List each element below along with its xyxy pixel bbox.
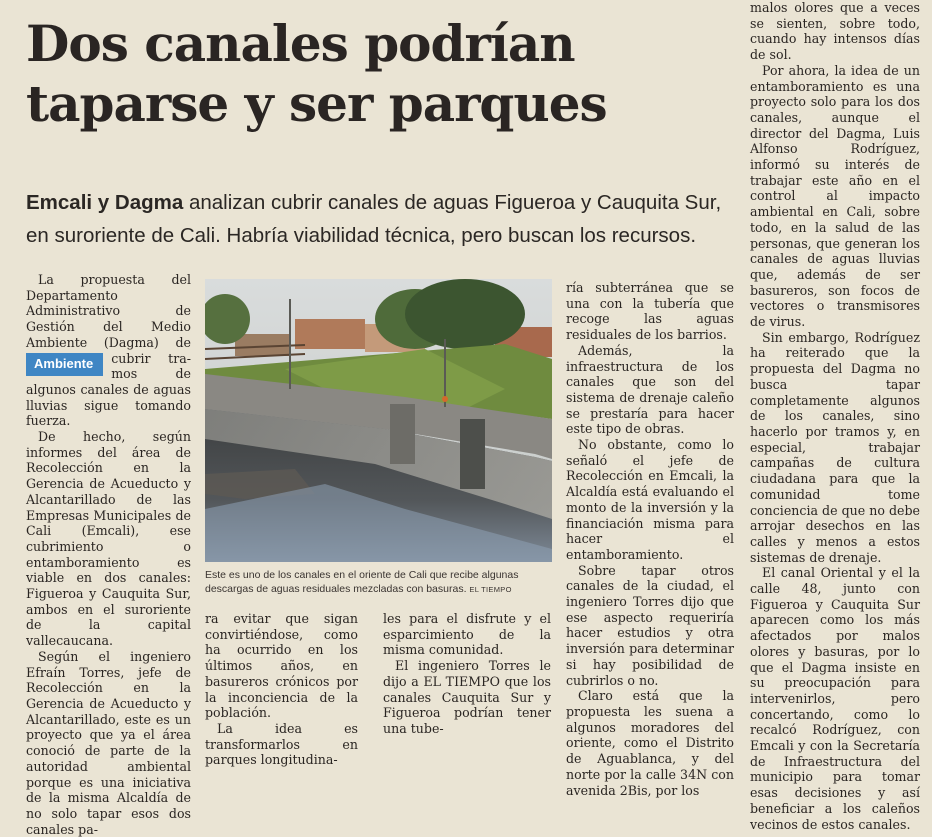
paragraph: Por ahora, la idea de un entamboramiento es una proyecto solo para los dos canales, aunque el director del Dagma, Luis Alfonso Rodríguez, informó su interés de trabajar este año en el control al impacto ambiental en Cali, sobre todo, en la salud de las personas, que generan los canales de aguas lluvias que, además de ser basureros, son focos de vectores o transmisores de virus. — [750, 62, 920, 330]
paragraph: De hecho, según informes del área de Recolección en la Gerencia de Acueducto y Alcantarillado de las Empresas Municipales de Cali (Emcali), ese cubrimiento o entamboramiento es viable en dos canales: Figueroa y Cauquita Sur, ambos en el suroriente de la capital vallecaucana. — [26, 429, 191, 649]
paragraph: La idea es transformarlos en parques longitudina- — [205, 720, 358, 768]
headline-line-1: Dos canales podrían — [26, 14, 575, 73]
paragraph: ría subterránea que se una con la tubería que recoge las aguas residuales de los barrios. — [566, 280, 734, 343]
photo-caption — [205, 568, 553, 597]
canal-photo — [205, 279, 552, 562]
paragraph: malos olores que a veces se sienten, sobre todo, cuando hay intensos días de sol. — [750, 0, 920, 63]
paragraph: Claro está que la propuesta les suena a algunos moradores del oriente, como el Distrito de Aguablanca, y del norte por la calle 34N con avenida 2Bis, por los — [566, 688, 734, 798]
article-column-4 — [566, 280, 734, 798]
deck-line-1-rest: analizan cubrir canales de aguas Figueroa y Cauquita Sur, — [183, 191, 722, 214]
paragraph: Según el ingeniero Efraín Torres, jefe de Recolección en la Gerencia de Acueducto y Alcantarillado, este es un proyecto que ya el área conoció de parte de la autoridad ambiental porque es una iniciativa de la misma Alcaldía de no solo tapar esos dos canales pa- — [26, 648, 191, 837]
article-column-2 — [205, 611, 358, 768]
paragraph: ra evitar que sigan convirtiéndose, como ha ocurrido en los últimos años, en basureros crónicos por la inconciencia de la población. — [205, 611, 358, 721]
paragraph-text: La propuesta del Departamento Administrativo de Gestión del Medio Ambiente (Dagma) de cubrir tra- — [26, 272, 191, 366]
paragraph-text: mos de algunos canales de aguas lluvias sigue tomando fuerza. — [26, 366, 191, 429]
paragraph: les para el disfrute y el esparcimiento de la misma comunidad. — [383, 611, 551, 658]
deck-line-1 — [26, 186, 736, 219]
caption-text: Este es uno de los canales en el oriente de Cali que recibe algunas descargas de aguas residuales mezcladas con basuras. — [205, 569, 519, 595]
article-column-1 — [26, 272, 191, 837]
photo-credit: EL TIEMPO — [469, 585, 512, 594]
paragraph: El ingeniero Torres le dijo a EL TIEMPO que los canales Cauquita Sur y Figueroa podrían tener una tube- — [383, 658, 551, 736]
paragraph: No obstante, como lo señaló el jefe de Recolección en Emcali, la Alcaldía está evaluando el monto de la inversión y la financiación misma para hacer el entamboramiento. — [566, 437, 734, 562]
paragraph — [26, 272, 191, 429]
deck-line-2: en suroriente de Cali. Habría viabilidad técnica, pero buscan los recursos. — [26, 224, 697, 247]
paragraph: Sobre tapar otros canales de la ciudad, el ingeniero Torres dijo que ese aspecto requeriría hacer estudios y otra inversión para determinar si hay posibilidad de cubrirlos o no. — [566, 562, 734, 688]
paragraph: El canal Oriental y el la calle 48, junto con Figueroa y Cauquita Sur aparecen como los más afectados por malos olores y basuras, por lo que el Dagma insiste en su preocupación para intervenirlos, pero concertando, como lo recalcó Rodríguez, con Emcali y con la Secretaría de Infraestructura del municipio para tomar esas decisiones y así beneficiar a los caleños vecinos de estos canales. — [750, 565, 920, 832]
headline — [26, 14, 726, 134]
section-tag: Ambiente — [26, 353, 103, 376]
headline-line-2: taparse y ser parques — [26, 74, 607, 133]
article-column-3 — [383, 611, 551, 737]
deck-lead-bold: Emcali y Dagma — [26, 191, 184, 214]
deck-subheadline — [26, 186, 736, 252]
paragraph: Sin embargo, Rodríguez ha reiterado que la propuesta del Dagma no busca tapar completamente algunos de los canales, sino hacerlo por tramos y, en especial, trabajar campañas de cultura ciudadana para que la comunidad tome conciencia de que no debe arrojar desechos en las calles y menos a estos sistemas de drenaje. — [750, 329, 920, 565]
article-column-5 — [750, 0, 920, 832]
canal-photo-image — [205, 279, 552, 562]
paragraph: Además, la infraestructura de los canales que son del sistema de drenaje caleño se prestaría para hacer este tipo de obras. — [566, 342, 734, 437]
